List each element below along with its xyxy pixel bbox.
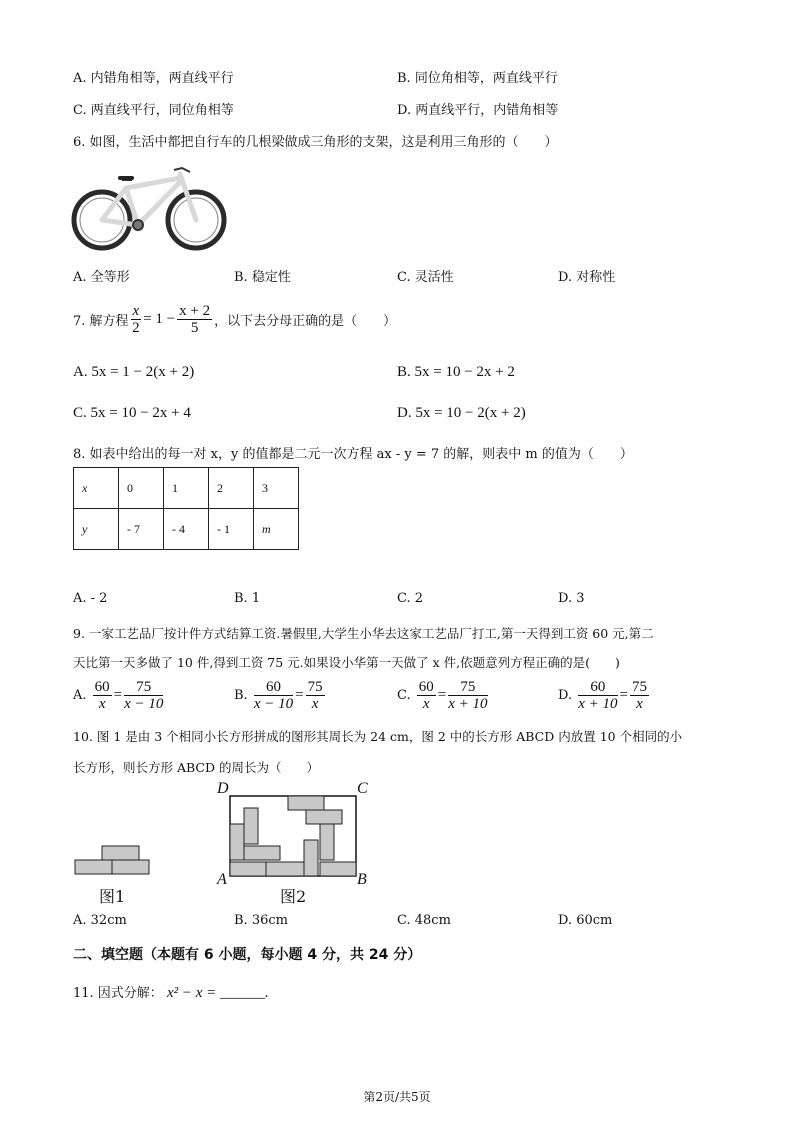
q7-f2-den: 5 [190, 320, 199, 336]
q7-option-b: B. 5x = 10 − 2x + 2 [397, 364, 515, 380]
q7-mid: = 1 − [143, 311, 176, 327]
q7-f1-num: x [132, 303, 140, 319]
q6-option-d: D. 对称性 [558, 270, 616, 285]
q9-c-label: C. [397, 688, 411, 703]
q9-option-b [234, 679, 327, 712]
frac-num: 75 [448, 679, 487, 696]
q10-option-b: B. 36cm [234, 913, 288, 928]
q5-option-a: A. 内错角相等，两直线平行 [73, 71, 234, 86]
frac-den: x + 10 [578, 696, 618, 712]
frac-num: 75 [124, 679, 163, 696]
q9-line-1: 9. 一家工艺品厂按计件方式结算工资.暑假里,大学生小华去这家工艺品厂打工,第一天得到工资 60 元,第二 [73, 626, 654, 641]
table-cell: 2 [209, 468, 254, 509]
frac-den: x [422, 696, 430, 712]
q8-option-c: C. 2 [397, 591, 424, 606]
frac-num: 60 [578, 679, 617, 696]
equals-sign: = [437, 687, 447, 703]
q7-option-a: A. 5x = 1 − 2(x + 2) [73, 364, 195, 380]
frac-num: 60 [94, 679, 110, 695]
q8-stem: 8. 如表中给出的每一对 x，y 的值都是二元一次方程 ax - y = 7 的解，则表中 m 的值为（ ） [73, 447, 633, 462]
figure-1-diagram [72, 842, 152, 882]
table-cell: y [74, 509, 119, 550]
frac-den: x [311, 696, 319, 712]
q11-stem [73, 982, 269, 1002]
q9-option-a [73, 679, 165, 712]
q10-option-c: C. 48cm [397, 913, 451, 928]
q7-prefix: 7. 解方程 [73, 314, 129, 329]
q10-option-a: A. 32cm [73, 913, 127, 928]
q10-option-d: D. 60cm [558, 913, 613, 928]
frac-num: 75 [307, 679, 323, 695]
table-cell: 3 [254, 468, 299, 509]
figure-2-diagram [228, 794, 360, 878]
frac-den: x − 10 [253, 696, 294, 712]
q8-option-d: D. 3 [558, 591, 585, 606]
q6-option-b: B. 稳定性 [234, 270, 291, 285]
q11-prefix: 11. 因式分解： [73, 986, 163, 1001]
q6-stem: 6. 如图，生活中都把自行车的几根梁做成三角形的支架，这是利用三角形的（ ） [73, 135, 558, 150]
bicycle-image [70, 160, 230, 255]
q9-line-2: 天比第一天多做了 10 件,得到工资 75 元.如果设小华第一天做了 x 件,依题意列方程正确的是( ) [73, 655, 620, 670]
q7-fraction-2 [177, 303, 212, 336]
table-cell: - 7 [119, 509, 164, 550]
frac-num: 75 [631, 679, 647, 695]
figure-2-label: 图2 [280, 887, 307, 906]
q6-option-c: C. 灵活性 [397, 270, 454, 285]
frac-den: x + 10 [448, 696, 488, 712]
q8-option-a: A. - 2 [73, 591, 108, 606]
q7-fraction-1 [131, 303, 142, 336]
frac-num: 60 [418, 679, 434, 695]
frac-num: 60 [254, 679, 293, 696]
q5-option-c: C. 两直线平行，同位角相等 [73, 103, 234, 118]
q7-option-d: D. 5x = 10 − 2(x + 2) [397, 405, 526, 421]
q9-a-label: A. [73, 688, 87, 703]
table-cell: - 1 [209, 509, 254, 550]
corner-label-a: A [217, 871, 227, 888]
corner-label-b: B [357, 871, 367, 888]
q8-option-b: B. 1 [234, 591, 261, 606]
q9-option-c [397, 679, 490, 712]
table-row [74, 509, 299, 550]
q10-line-1: 10. 图 1 是由 3 个相同小长方形拼成的图形其周长为 24 cm，图 2 中的长方形 ABCD 内放置 10 个相同的小 [73, 729, 683, 744]
q5-option-d: D. 两直线平行，内错角相等 [397, 103, 559, 118]
table-cell: - 4 [164, 509, 209, 550]
page-footer: 第2页/共5页 [363, 1090, 431, 1104]
q7-f2-num: x + 2 [179, 303, 211, 319]
table-row [74, 468, 299, 509]
q8-value-table [73, 467, 299, 550]
equals-sign: = [295, 687, 304, 703]
frac-den: x [98, 696, 106, 712]
corner-label-d: D [217, 780, 229, 797]
section-heading-fill-in: 二、填空题（本题有 6 小题，每小题 4 分，共 24 分） [73, 947, 422, 963]
q7-stem [73, 303, 396, 336]
q9-b-label: B. [234, 688, 248, 703]
q7-option-c: C. 5x = 10 − 2x + 4 [73, 405, 191, 421]
q9-option-d [558, 679, 651, 712]
q5-option-b: B. 同位角相等，两直线平行 [397, 71, 558, 86]
table-cell: 0 [119, 468, 164, 509]
q7-f1-den: 2 [132, 320, 140, 336]
equals-sign: = [619, 687, 628, 703]
equals-sign: = [113, 687, 123, 703]
figure-1-label: 图1 [99, 887, 126, 906]
table-cell: m [254, 509, 299, 550]
q11-expression: x² − x = ______. [166, 985, 269, 1001]
q6-option-a: A. 全等形 [73, 270, 130, 285]
frac-den: x − 10 [124, 696, 164, 712]
corner-label-c: C [357, 780, 368, 797]
table-cell: 1 [164, 468, 209, 509]
frac-den: x [636, 696, 643, 712]
q7-suffix: ，以下去分母正确的是（ ） [214, 314, 397, 329]
table-cell: x [74, 468, 119, 509]
q10-line-2: 长方形，则长方形 ABCD 的周长为（ ） [73, 760, 319, 775]
q9-d-label: D. [558, 688, 573, 703]
